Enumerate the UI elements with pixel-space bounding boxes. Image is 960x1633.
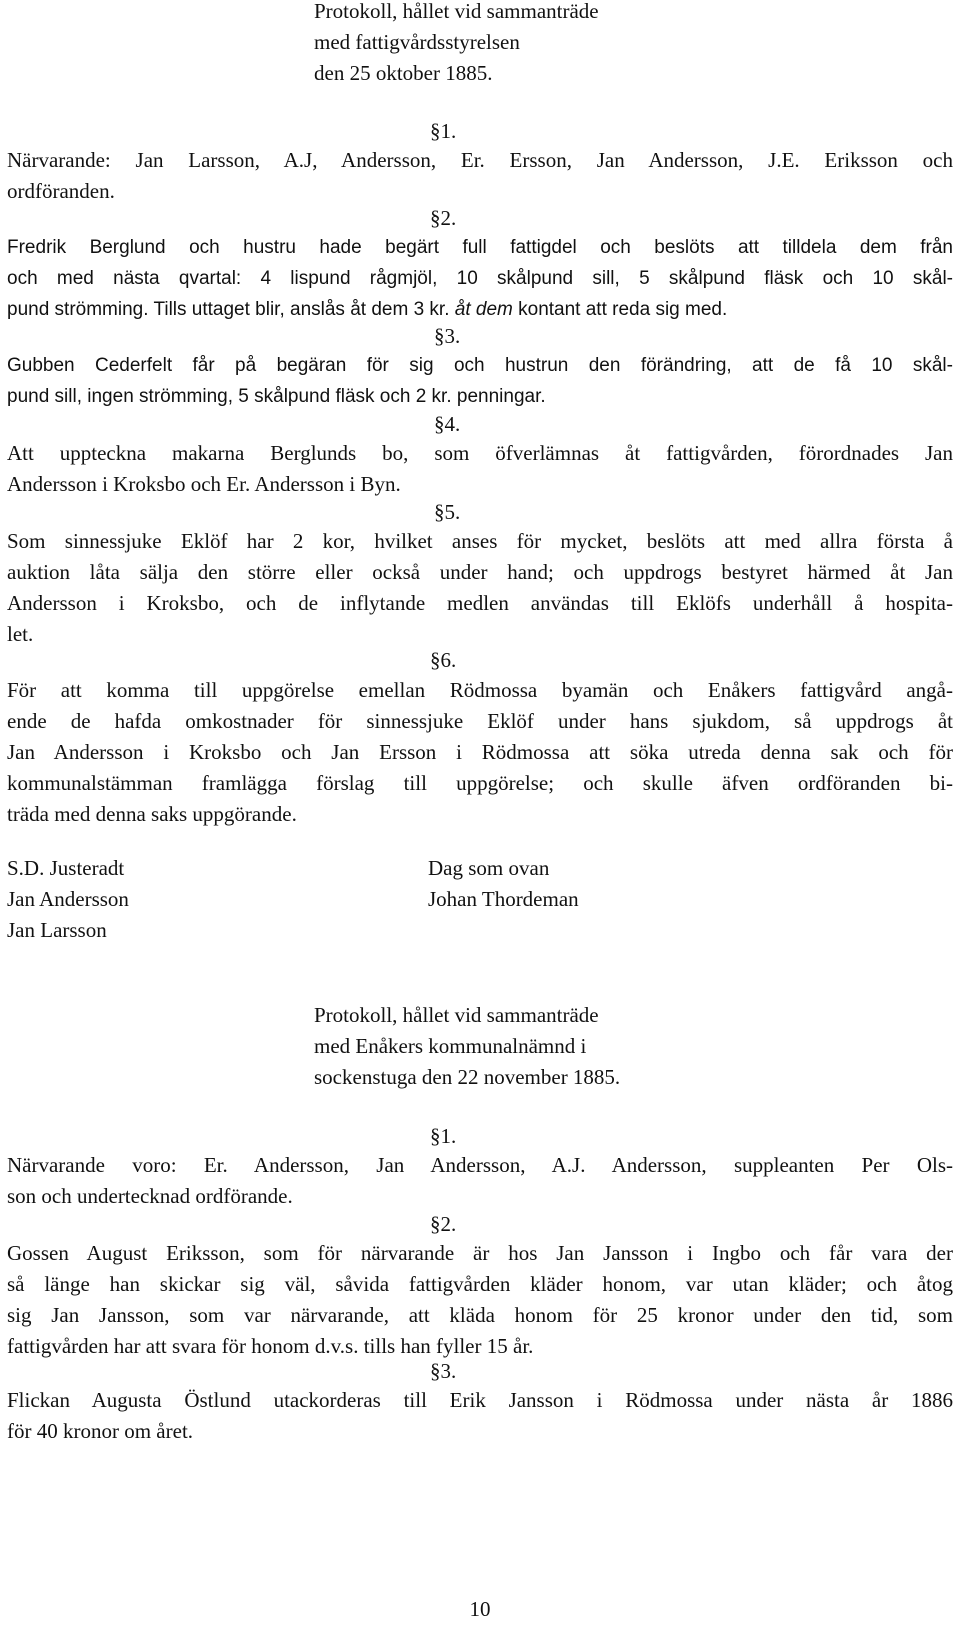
text-line: Gossen August Eriksson, som för närvarande är hos Jan Jansson i Ingbo och får vara der — [7, 1241, 953, 1265]
text-line: auktion låta sälja den större eller också under hand; och uppdrogs bestyret härmed åt Jan — [7, 560, 953, 584]
section-number: §3. — [434, 324, 461, 348]
p2-section-2-text — [7, 1238, 953, 1362]
section-number: §2. — [430, 206, 457, 230]
text-line: son och undertecknad ordförande. — [7, 1184, 293, 1208]
text-fragment: pund strömming. Tills uttaget blir, anslås åt dem 3 kr. — [7, 299, 450, 320]
section-number: §6. — [430, 648, 457, 672]
text-line: ordföranden. — [7, 179, 115, 203]
text-fragment: kontant att reda sig med. — [518, 299, 728, 320]
section-6-text — [7, 675, 953, 830]
text-line: För att komma till uppgörelse emellan Rödmossa byamän och Enåkers fattigvård angå- — [7, 678, 953, 702]
heading-line: Protokoll, hållet vid sammanträde — [314, 0, 599, 23]
heading-line: med Enåkers kommunalnämnd i — [314, 1034, 587, 1058]
text-line: Andersson i Kroksbo, och de inflytande medlen användas till Eklöfs underhåll å hospita- — [7, 591, 953, 615]
signature-line: Jan Larsson — [7, 918, 107, 942]
text-line: Närvarande voro: Er. Andersson, Jan Andersson, A.J. Andersson, suppleanten Per Ols- — [7, 1153, 953, 1177]
text-line: Att uppteckna makarna Berglunds bo, som öfverlämnas åt fattigvården, förordnades Jan — [7, 441, 953, 465]
section-number: §5. — [434, 500, 461, 524]
text-line: pund sill, ingen strömming, 5 skålpund fläsk och 2 kr. penningar. — [7, 386, 546, 407]
protocol1-heading — [314, 0, 599, 89]
signature-line: Jan Andersson — [7, 887, 129, 911]
text-line: sig Jan Jansson, som var närvarande, att kläda honom för 25 kronor under den tid, som — [7, 1303, 953, 1327]
text-line: för 40 kronor om året. — [7, 1419, 194, 1443]
text-line: fattigvården har att svara för honom d.v.s. tills han fyller 15 år. — [7, 1334, 534, 1358]
signatures-left — [7, 853, 129, 946]
text-line — [7, 294, 953, 325]
signature-line: S.D. Justeradt — [7, 856, 125, 880]
section-2-text — [7, 232, 953, 325]
p2-section-3-text — [7, 1385, 953, 1447]
section-1-text — [7, 145, 953, 207]
text-line: kommunalstämman framlägga förslag till uppgörelse; och skulle äfven ordföranden bi- — [7, 771, 953, 795]
text-line: och med nästa qvartal: 4 lispund rågmjöl, 10 skålpund sill, 5 skålpund fläsk och 10 skål- — [7, 268, 953, 289]
section-number: §3. — [430, 1359, 457, 1383]
section-4-text — [7, 438, 953, 500]
signatures-right — [428, 853, 579, 915]
protocol2-heading — [314, 1000, 620, 1093]
heading-line: med fattigvårdsstyrelsen — [314, 30, 520, 54]
text-line: Som sinnessjuke Eklöf har 2 kor, hvilket anses för mycket, beslöts att med allra första å — [7, 529, 953, 553]
signature-line: Johan Thordeman — [428, 887, 579, 911]
text-line: Flickan Augusta Östlund utackorderas till Erik Jansson i Rödmossa under nästa år 1886 — [7, 1388, 953, 1412]
text-line: let. — [7, 622, 34, 646]
text-line: Andersson i Kroksbo och Er. Andersson i Byn. — [7, 472, 401, 496]
heading-line: sockenstuga den 22 november 1885. — [314, 1065, 621, 1089]
text-line: Gubben Cederfelt får på begäran för sig och hustrun den förändring, att de få 10 skål- — [7, 355, 953, 376]
page-number: 10 — [469, 1597, 491, 1621]
section-number: §4. — [434, 412, 461, 436]
italic-fragment: åt dem — [454, 299, 513, 320]
section-3-text — [7, 350, 953, 412]
section-number: §2. — [430, 1212, 457, 1236]
text-line: träda med denna saks uppgörande. — [7, 802, 297, 826]
text-line: ende de hafda omkostnader för sinnessjuke Eklöf under hans sjukdom, så uppdrogs åt — [7, 709, 953, 733]
p2-section-1-text — [7, 1150, 953, 1212]
section-5-text — [7, 526, 953, 650]
signature-line: Dag som ovan — [428, 856, 550, 880]
text-line: Fredrik Berglund och hustru hade begärt full fattigdel och beslöts att tilldela dem från — [7, 237, 953, 258]
text-line: Jan Andersson i Kroksbo och Jan Ersson i Rödmossa att söka utreda denna sak och för — [7, 740, 953, 764]
section-number: §1. — [430, 119, 457, 143]
heading-line: den 25 oktober 1885. — [314, 61, 493, 85]
text-line: så länge han skickar sig väl, såvida fattigvården kläder honom, var utan kläder; och åtog — [7, 1272, 953, 1296]
section-number: §1. — [430, 1124, 457, 1148]
text-line: Närvarande: Jan Larsson, A.J, Andersson, Er. Ersson, Jan Andersson, J.E. Eriksson och — [7, 148, 953, 172]
heading-line: Protokoll, hållet vid sammanträde — [314, 1003, 599, 1027]
